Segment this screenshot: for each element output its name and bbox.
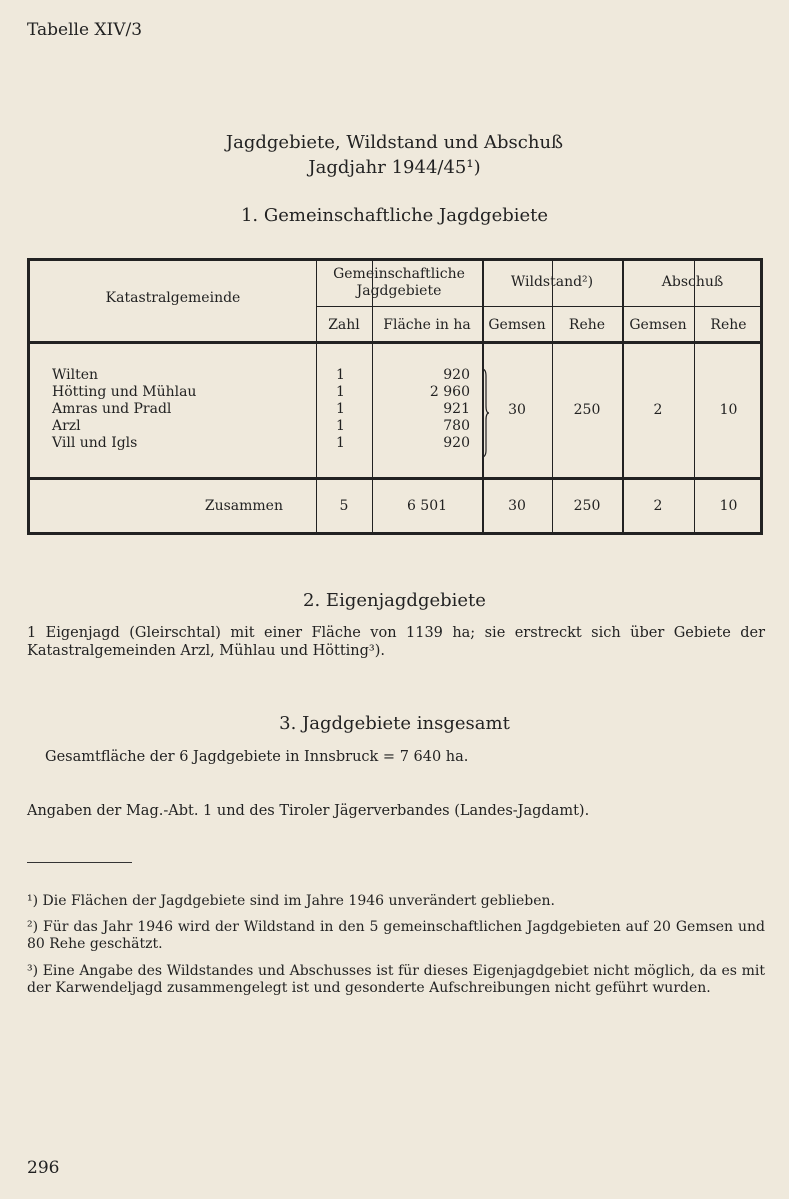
curly-brace-icon <box>480 368 490 458</box>
header-katastralgemeinde: Katastralgemeinde <box>105 290 241 306</box>
col-divider <box>694 261 695 532</box>
header-ab-rehe: Rehe <box>710 317 747 333</box>
header-abschuss: Abschuß <box>661 274 724 290</box>
hunting-table <box>27 258 763 535</box>
table-row-name: Arzl <box>52 418 81 434</box>
header-gemein-line1: Gemeinschaftliche <box>333 266 465 282</box>
footnote-3: ³) Eine Angabe des Wildstandes und Abschusses ist für dieses Eigenjagdgebiet nicht möglich, da es mit der Karwendeljagd zusammengelegt ist und gesonderte Aufschreibungen nicht geführt wurden. <box>27 963 765 996</box>
table-cell-flaeche: 921 <box>443 401 470 417</box>
table-row-name: Hötting und Mühlau <box>52 384 197 400</box>
table-row-name: Wilten <box>52 367 99 383</box>
header-wild-gemsen: Gemsen <box>488 317 546 333</box>
group-wild-rehe: 250 <box>573 402 601 418</box>
header-rule <box>30 341 760 344</box>
header-wild-rehe: Rehe <box>568 317 606 333</box>
row-names <box>52 367 196 452</box>
group-wild-gemsen: 30 <box>508 402 526 418</box>
table-label: Tabelle XIV/3 <box>27 20 143 40</box>
total-flaeche: 6 501 <box>406 498 448 514</box>
header-flaeche: Fläche in ha <box>383 317 471 333</box>
table-cell-flaeche: 2 960 <box>429 384 470 400</box>
total-zahl: 5 <box>339 498 349 514</box>
table-row-name: Vill und Igls <box>52 435 138 451</box>
footnote-2: ²) Für das Jahr 1946 wird der Wildstand in den 5 gemeinschaftlichen Jagdgebieten auf 20 Gemsen und 80 Rehe geschätzt. <box>27 919 765 952</box>
table-cell-flaeche: 920 <box>443 367 470 383</box>
col-divider <box>316 261 317 532</box>
total-ab-gemsen: 2 <box>653 498 663 514</box>
section-heading-3: 3. Jagdgebiete insgesamt <box>279 713 510 734</box>
table-cell-zahl: 1 <box>336 418 345 434</box>
table-cell-zahl: 1 <box>336 401 345 417</box>
row-flaeche <box>372 367 470 452</box>
total-wild-rehe: 250 <box>573 498 601 514</box>
title-line-1: Jagdgebiete, Wildstand und Abschuß <box>225 132 564 153</box>
footnote-1: ¹) Die Flächen der Jagdgebiete sind im Jahre 1946 unverändert geblieben. <box>27 893 555 909</box>
footnote-rule <box>27 862 132 863</box>
group-ab-gemsen: 2 <box>653 402 663 418</box>
row-zahl <box>336 367 345 452</box>
table-cell-flaeche: 780 <box>443 418 470 434</box>
total-rule <box>30 477 760 480</box>
section-heading-2: 2. Eigenjagdgebiete <box>303 590 486 611</box>
header-gemein-line2: Jagdgebiete <box>356 283 442 299</box>
source-note: Angaben der Mag.-Abt. 1 und des Tiroler Jägerverbandes (Landes-Jagdamt). <box>27 803 590 819</box>
header-wildstand: Wildstand²) <box>510 274 594 290</box>
header-ab-gemsen: Gemsen <box>629 317 687 333</box>
table-cell-zahl: 1 <box>336 384 345 400</box>
eigenjagd-paragraph: 1 Eigenjagd (Gleirschtal) mit einer Fläche von 1139 ha; sie erstreckt sich über Gebiete der Katastralgemeinden Arzl, Mühlau und Hötting³). <box>27 625 765 659</box>
total-ab-rehe: 10 <box>719 498 738 514</box>
title-line-2: Jagdjahr 1944/45¹) <box>308 157 481 178</box>
table-cell-zahl: 1 <box>336 435 345 451</box>
total-area-paragraph: Gesamtfläche der 6 Jagdgebiete in Innsbruck = 7 640 ha. <box>45 749 469 765</box>
total-wild-gemsen: 30 <box>508 498 526 514</box>
header-zahl: Zahl <box>328 317 360 333</box>
table-cell-zahl: 1 <box>336 367 345 383</box>
header-gemeinschaftliche <box>316 266 482 300</box>
page-number: 296 <box>27 1158 60 1178</box>
table-cell-flaeche: 920 <box>443 435 470 451</box>
page-title <box>0 130 789 180</box>
section-heading-1: 1. Gemeinschaftliche Jagdgebiete <box>240 205 549 226</box>
group-ab-rehe: 10 <box>719 402 738 418</box>
table-row-name: Amras und Pradl <box>52 401 172 417</box>
col-divider <box>552 261 553 532</box>
col-divider <box>622 261 624 532</box>
total-label: Zusammen <box>204 498 283 514</box>
